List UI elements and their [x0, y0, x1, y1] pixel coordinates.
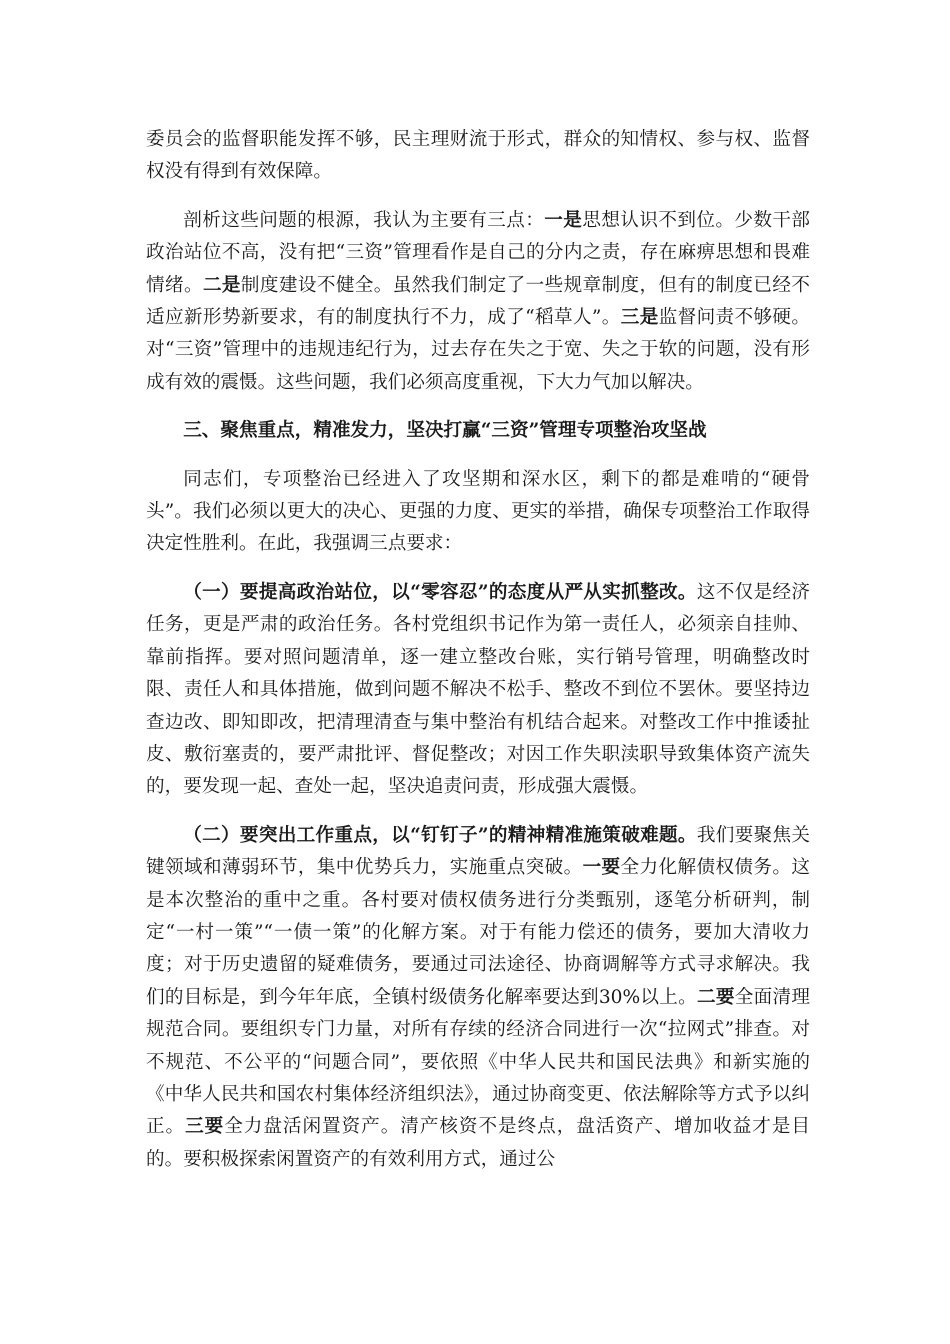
paragraph-1: [146, 124, 810, 189]
bold-text-segment: （一）要提高政治站位，以“零容忍”的态度从严从实抓整改。: [183, 581, 697, 603]
text-segment: 制度建设不健全。虽然我们制定了一些规章制度，但有的制度已经不适应新形势新要求，有的制度执行不力，成了“稻草人”。: [146, 274, 810, 329]
document-body: [146, 124, 810, 1176]
paragraph-6: [146, 820, 810, 1176]
text-segment: 这不仅是经济任务，更是严肃的政治任务。各村党组织书记作为第一责任人，必须亲自挂帅、靠前指挥。要对照问题清单，逐一建立整改台账，实行销号管理，明确整改时限、责任人和具体措施，做到问题不解决不松手、整改不到位不罢休。要坚持边查边改、即知即改，把清理清查与集中整治有机结合起来。对整改工作中推诿扯皮、敷衍塞责的，要严肃批评、督促整改；对因工作失职渎职导致集体资产流失的，要发现一起、查处一起，坚决追责问责，形成强大震慑。: [146, 581, 810, 798]
text-segment: 全力化解债权债务。这是本次整治的重中之重。各村要对债权债务进行分类甄别，逐笔分析研判，制定“一村一策”“一债一策”的化解方案。对于有能力偿还的债务，要加大清收力度；对于历史遗留的疑难债务，要通过司法途径、协商调解等方式寻求解决。我们的目标是，到今年年底，全镇村级债务化解率要达到30%以上。: [146, 857, 810, 1008]
section-heading-3: [146, 415, 810, 447]
paragraph-2: [146, 205, 810, 399]
bold-text-segment: 三是: [620, 307, 659, 329]
text-segment: 同志们，专项整治已经进入了攻坚期和深水区，剩下的都是难啃的“硬骨头”。我们必须以更大的决心、更强的力度、更实的举措，确保专项整治工作取得决定性胜利。在此，我强调三点要求：: [146, 468, 810, 555]
bold-text-segment: （二）要突出工作重点，以“钉钉子”的精神精准施策破难题。: [183, 824, 697, 846]
text-segment: 全面清理规范合同。要组织专门力量，对所有存续的经济合同进行一次“拉网式”排查。对不规范、不公平的“问题合同”，要依照《中华人民共和国民法典》和新实施的《中华人民共和国农村集体经济组织法》，通过协商变更、依法解除等方式予以纠正。: [146, 986, 810, 1138]
bold-text-segment: 一是: [544, 209, 583, 231]
bold-text-segment: 一要: [582, 857, 621, 879]
bold-text-segment: 二要: [697, 986, 735, 1008]
paragraph-4: [146, 464, 810, 561]
text-segment: 思想认识不到位。少数干部政治站位不高，没有把“三资”管理看作是自己的分内之责，存在麻痹思想和畏难情绪。: [146, 209, 810, 296]
paragraph-5: [146, 577, 810, 804]
text-segment: 委员会的监督职能发挥不够，民主理财流于形式，群众的知情权、参与权、监督权没有得到有效保障。: [146, 129, 810, 183]
text-segment: 全力盘活闲置资产。清产核资不是终点，盘活资产、增加收益才是目的。要积极探索闲置资产的有效利用方式，通过公: [146, 1116, 810, 1170]
bold-text-segment: 二是: [202, 274, 241, 296]
text-segment: 监督问责不够硬。对“三资”管理中的违规违纪行为，过去存在失之于宽、失之于软的问题，没有形成有效的震慑。这些问题，我们必须高度重视，下大力气加以解决。: [146, 307, 810, 393]
text-segment: 我们要聚焦关键领域和薄弱环节，集中优势兵力，实施重点突破。: [146, 824, 810, 879]
bold-text-segment: 三、聚焦重点，精准发力，坚决打赢“三资”管理专项整治攻坚战: [183, 420, 707, 442]
text-segment: 剖析这些问题的根源，我认为主要有三点：: [183, 209, 545, 231]
bold-text-segment: 三要: [185, 1116, 225, 1138]
